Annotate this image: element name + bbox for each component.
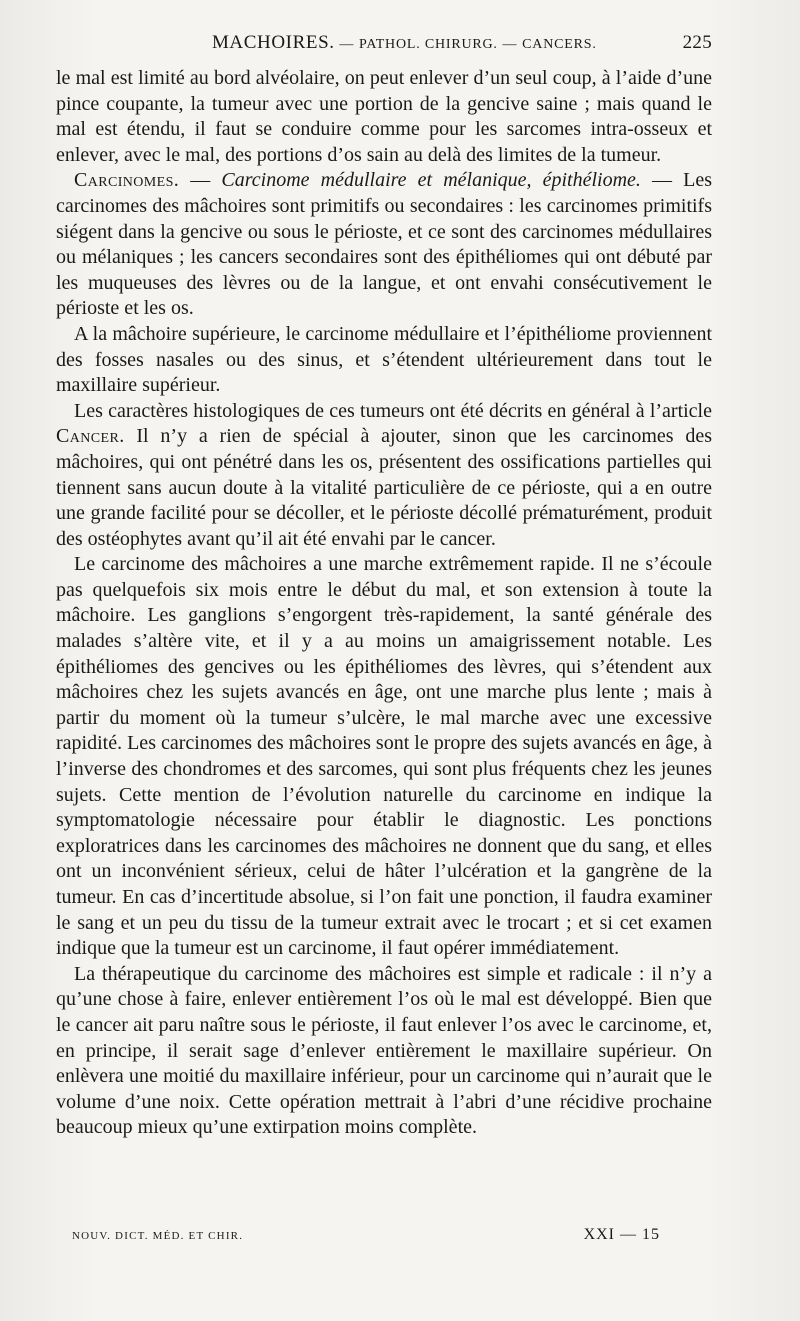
paragraph-text: Il n’y a rien de spécial à ajouter, sinon que les carcinomes des mâchoires, qui ont pénétré dans les os, présentent des ossifications partielles qui tiennent sans aucun doute à la vitalité particulière de ce périoste, qui a en outre une grande facilité pour se décoller, et le périoste décollé prématurément, produit des ostéophytes avant qu’il ait été envahi par le cancer.	[56, 425, 712, 550]
page-footer	[72, 1226, 660, 1244]
heading-dash: —	[640, 169, 684, 192]
paragraph-text: Les carcinomes des mâchoires sont primitifs ou secondaires : les carcinomes primitifs siégent dans la gencive ou sous le périoste, et ce sont des carcinomes médullaires ou mélaniques ; les cancers secondaires sont des épithéliomes qui ont débuté par les muqueuses des lèvres ou de la langue, et ont envahi consécutivement le périoste et les os.	[56, 169, 712, 320]
paragraph	[56, 399, 712, 553]
signature-mark: XXI — 15	[583, 1226, 660, 1243]
title-dash: —	[339, 37, 355, 52]
topic-title: CANCERS.	[522, 37, 597, 52]
paragraph	[56, 168, 712, 322]
chapter-title: MACHOIRES.	[211, 32, 335, 53]
running-head	[56, 32, 712, 54]
section-subtitle: Carcinome médullaire et mélanique, épithéliome.	[221, 169, 641, 192]
paragraph: le mal est limité au bord alvéolaire, on peut enlever d’un seul coup, à l’aide d’une pince coupante, la tumeur avec une portion de la gencive saine ; mais quand le mal est étendu, il faut se conduire comme pour les sarcomes intra-osseux et enlever, avec le mal, des portions d’os sain au delà des limites de la tumeur.	[56, 67, 712, 166]
section-heading: Carcinomes.	[74, 169, 180, 192]
heading-dash: —	[179, 169, 222, 192]
imprint-line: NOUV. DICT. MÉD. ET CHIR.	[72, 1230, 244, 1242]
cross-reference: Cancer.	[56, 425, 125, 448]
paragraph: A la mâchoire supérieure, le carcinome médullaire et l’épithéliome proviennent des fosses nasales ou des sinus, et s’étendent ultérieurement dans tout le maxillaire supérieur.	[56, 322, 712, 397]
page-number: 225	[682, 32, 712, 53]
running-title	[56, 32, 683, 54]
paragraph: Le carcinome des mâchoires a une marche extrêmement rapide. Il ne s’écoule pas quelquefois six mois entre le début du mal, et son extension à toute la mâchoire. Les ganglions s’engorgent très-rapidement, la santé générale des malades s’altère vite, et il y a au moins un amaigrissement notable. Les épithéliomes des gencives ou les épithéliomes des lèvres, qui s’étendent aux mâchoires chez les sujets avancés en âge, ont une marche plus lente ; mais à partir du moment où la tumeur s’ulcère, le mal marche avec une excessive rapidité. Les carcinomes des mâchoires sont le propre des sujets avancés en âge, à l’inverse des chondromes et des sarcomes, qui sont plus fréquents chez les jeunes sujets. Cette mention de l’évolution naturelle du carcinome en indique la symptomatologie nécessaire pour établir le diagnostic. Les ponctions exploratrices dans les carcinomes des mâchoires ne donnent que du sang, et elles ont un inconvénient sérieux, celui de hâter l’ulcération et la gangrène de la tumeur. En cas d’incertitude absolue, si l’on fait une ponction, il faudra examiner le sang et un peu du tissu de la tumeur extrait avec le trocart ; et si cet examen indique que la tumeur est un carcinome, il faut opérer immédiatement.	[56, 553, 712, 960]
section-title: PATHOL. CHIRURG.	[359, 37, 498, 52]
body-text	[56, 66, 712, 1141]
paragraph-text: Les caractères histologiques de ces tumeurs ont été décrits en général à l’article	[74, 399, 712, 422]
title-dash: —	[502, 37, 518, 52]
paragraph: La thérapeutique du carcinome des mâchoires est simple et radicale : il n’y a qu’une chose à faire, enlever entièrement l’os où le mal est développé. Bien que le cancer ait paru naître sous le périoste, il faut enlever l’os avec le carcinome, et, en principe, il serait sage d’enlever entièrement le maxillaire supérieur. On enlèvera une moitié du maxillaire inférieur, pour un carcinome qui n’aurait que le volume d’une noix. Cette opération mettrait à l’abri d’une récidive prochaine beaucoup mieux qu’une extirpation moins complète.	[56, 962, 712, 1139]
